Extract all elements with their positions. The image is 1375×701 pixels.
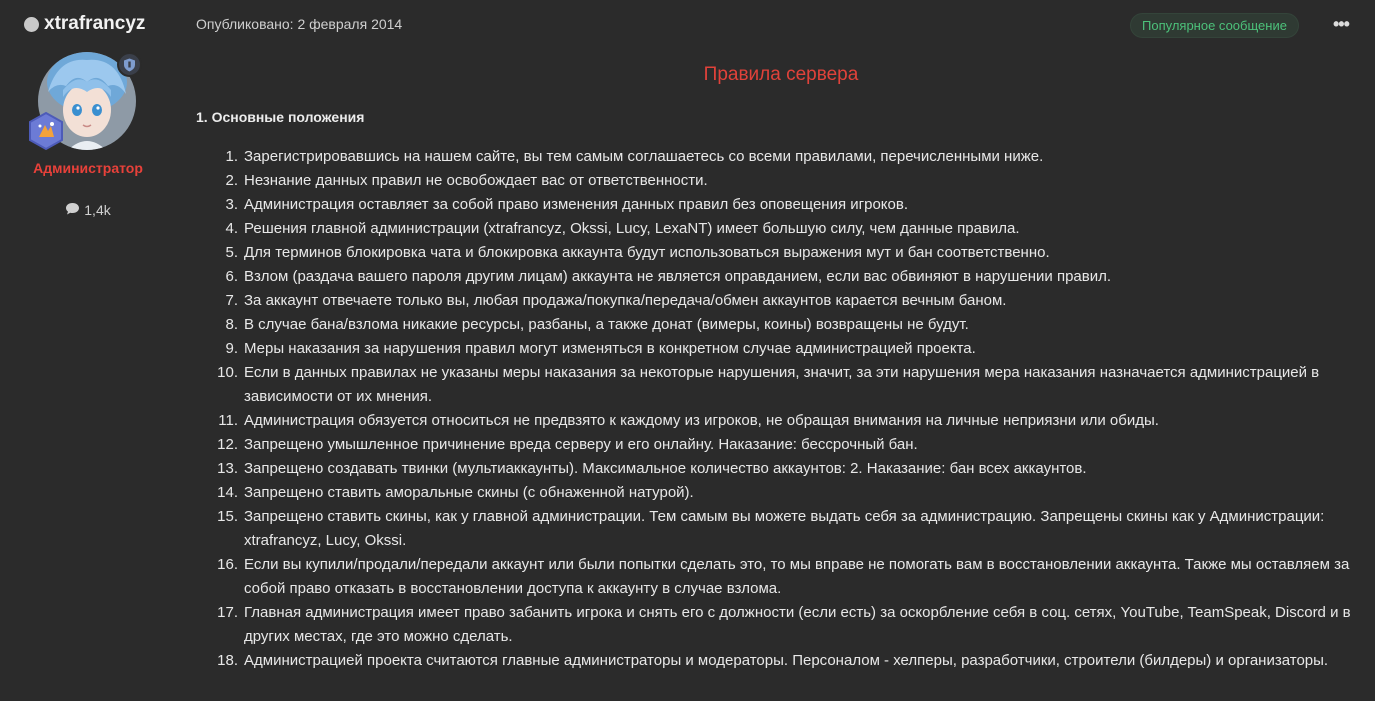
popular-post-badge: Популярное сообщение bbox=[1130, 13, 1299, 38]
rule-item bbox=[196, 553, 1368, 601]
rules-list bbox=[196, 145, 1368, 673]
rule-item bbox=[196, 289, 1368, 313]
rule-item bbox=[196, 337, 1368, 361]
rule-number: 6. bbox=[225, 268, 238, 285]
rule-item bbox=[196, 601, 1368, 649]
rule-text: Взлом (раздача вашего пароля другим лицам) аккаунта не является оправданием, если вас обвиняют в нарушении правил. bbox=[244, 268, 1112, 285]
rule-text: Запрещено ставить скины, как у главной администрации. Тем самым вы можете выдать себя за администрацию. Запрещены скины как у Администрации: xtrafrancyz, Lucy, Okssi. bbox=[244, 508, 1325, 549]
rule-item bbox=[196, 313, 1368, 337]
rank-badge-icon bbox=[26, 111, 66, 151]
avatar-container bbox=[38, 52, 140, 154]
rule-number: 18. bbox=[217, 652, 238, 669]
more-options-button[interactable]: ••• bbox=[1333, 14, 1349, 34]
rule-text: Администрация оставляет за собой право изменения данных правил без оповещения игроков. bbox=[244, 196, 909, 213]
post-count bbox=[0, 202, 176, 218]
rule-text: Администрация обязуется относиться не предвзято к каждому из игроков, не обращая внимания на личные неприязни или обиды. bbox=[244, 412, 1159, 429]
online-status-icon bbox=[24, 17, 39, 32]
rule-number: 16. bbox=[217, 556, 238, 573]
rule-item bbox=[196, 241, 1368, 265]
rule-item bbox=[196, 481, 1368, 505]
rule-number: 3. bbox=[225, 196, 238, 213]
rule-number: 9. bbox=[225, 340, 238, 357]
rule-text: В случае бана/взлома никакие ресурсы, разбаны, а также донат (вимеры, коины) возвращены не будут. bbox=[244, 316, 969, 333]
rule-item bbox=[196, 169, 1368, 193]
author-name-link[interactable] bbox=[24, 13, 145, 35]
rule-text: Запрещено создавать твинки (мультиаккаунты). Максимальное количество аккаунтов: 2. Наказание: бан всех аккаунтов. bbox=[244, 460, 1087, 477]
rule-text: Зарегистрировавшись на нашем сайте, вы тем самым соглашаетесь со всеми правилами, перечисленными ниже. bbox=[244, 148, 1044, 165]
rule-number: 4. bbox=[225, 220, 238, 237]
rule-number: 5. bbox=[225, 244, 238, 261]
rule-item bbox=[196, 193, 1368, 217]
rule-text: Запрещено ставить аморальные скины (с обнаженной натурой). bbox=[244, 484, 694, 501]
rule-text: Запрещено умышленное причинение вреда серверу и его онлайну. Наказание: бессрочный бан. bbox=[244, 436, 918, 453]
comment-icon bbox=[65, 202, 80, 218]
rule-text: Главная администрация имеет право забанить игрока и снять его с должности (если есть) за оскорбление себя в соц. сетях, YouTube, TeamSpeak, Discord и в других местах, где это можно сделать. bbox=[244, 604, 1351, 645]
rule-number: 11. bbox=[218, 412, 238, 429]
rule-text: Решения главной администрации (xtrafrancyz, Okssi, Lucy, LexaNT) имеет большую силу, чем данные правила. bbox=[244, 220, 1020, 237]
rule-item bbox=[196, 505, 1368, 553]
rule-number: 7. bbox=[225, 292, 238, 309]
author-role: Администратор bbox=[33, 160, 143, 176]
rule-number: 10. bbox=[217, 364, 238, 381]
rule-text: Незнание данных правил не освобождает вас от ответственности. bbox=[244, 172, 708, 189]
section-heading: 1. Основные положения bbox=[196, 109, 365, 125]
rule-item bbox=[196, 409, 1368, 433]
author-name[interactable]: xtrafrancyz bbox=[44, 13, 146, 34]
rule-item bbox=[196, 649, 1368, 673]
rule-number: 17. bbox=[217, 604, 238, 621]
shield-icon bbox=[117, 52, 142, 77]
rule-number: 1. bbox=[225, 148, 238, 165]
rule-item bbox=[196, 361, 1368, 409]
rule-text: Администрацией проекта считаются главные администраторы и модераторы. Персоналом - хелперы, разработчики, строители (билдеры) и организаторы. bbox=[244, 652, 1329, 669]
rule-item bbox=[196, 433, 1368, 457]
rule-item bbox=[196, 265, 1368, 289]
rule-item bbox=[196, 457, 1368, 481]
post-date[interactable]: Опубликовано: 2 февраля 2014 bbox=[196, 16, 403, 32]
rule-number: 14. bbox=[217, 484, 238, 501]
rule-item bbox=[196, 217, 1368, 241]
rule-text: Если вы купили/продали/передали аккаунт или были попытки сделать это, то мы вправе не помогать вам в восстановлении аккаунта. Также мы оставляем за собой право отказать в восстановлении доступа к аккаунту в случае взлома. bbox=[244, 556, 1350, 597]
rule-number: 8. bbox=[225, 316, 238, 333]
rule-number: 12. bbox=[217, 436, 238, 453]
rule-number: 2. bbox=[225, 172, 238, 189]
rule-text: За аккаунт отвечаете только вы, любая продажа/покупка/передача/обмен аккаунтов карается вечным баном. bbox=[244, 292, 1007, 309]
rule-text: Для терминов блокировка чата и блокировка аккаунта будут использоваться выражения мут и бан соответственно. bbox=[244, 244, 1050, 261]
rule-text: Если в данных правилах не указаны меры наказания за некоторые нарушения, значит, за эти нарушения мера наказания назначается администрацией в зависимости от их мнения. bbox=[244, 364, 1320, 405]
post-count-value: 1,4k bbox=[84, 202, 111, 218]
rule-item bbox=[196, 145, 1368, 169]
rule-text: Меры наказания за нарушения правил могут изменяться в конкретном случае администрацией проекта. bbox=[244, 340, 976, 357]
rule-number: 13. bbox=[217, 460, 238, 477]
rule-number: 15. bbox=[217, 508, 238, 525]
post-title: Правила сервера bbox=[703, 64, 859, 85]
